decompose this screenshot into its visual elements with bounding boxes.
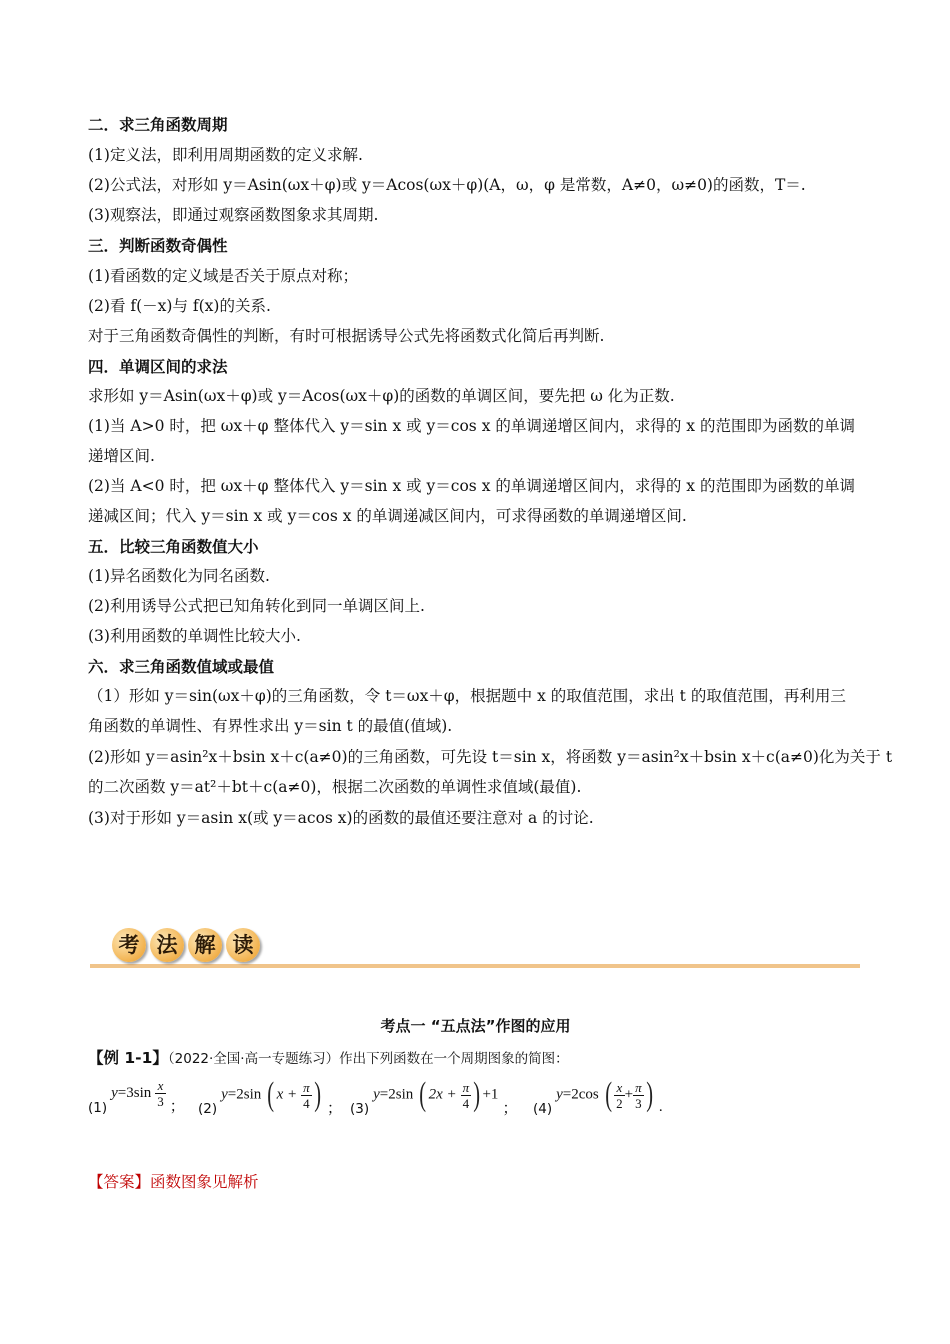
text-line [88,175,868,195]
left-paren: ( [605,1076,612,1113]
formula-func: =2sin [227,1086,262,1103]
formula-plus: + [624,1086,634,1103]
text-line: (2)当 A<0 时，把 ωx＋φ 整体代入 y＝sin x 或 y＝cos x 的单调递增区间内，求得的 x 的范围即为函数的单调 [88,477,855,495]
formula-separator: . [658,1098,663,1115]
text-line: (1)异名函数化为同名函数. [88,567,270,585]
formula-separator: ； [502,1100,518,1117]
fraction-numerator: π [303,1079,310,1095]
formula-item-1 [88,1078,185,1130]
example-source: （2022·全国·高一专题练习）作出下列函数在一个周期图象的简图： [167,1051,569,1067]
banner-char: 考 [112,928,146,962]
example-heading [88,1048,868,1069]
text-fragment: (2)公式法，对形如 [88,176,224,194]
fraction [301,1080,312,1111]
section-title-period: 二．求三角函数周期 [88,116,228,134]
left-paren: ( [419,1076,427,1113]
formula-func: =2sin [379,1086,414,1103]
text-line: (3)对于形如 y＝asin x(或 y＝acos x)的函数的最值还要注意对 a 的讨论. [88,809,594,827]
formula-number: (4) [533,1101,553,1117]
text-line: 求形如 y＝Asin(ωx＋φ)或 y＝Acos(ωx＋φ)的函数的单调区间，要先把 ω 化为正数. [88,387,675,405]
text-fragment: y＝Asin(ωx＋φ)或 y＝Acos(ωx＋φ)(A，ω，φ 是常数，A≠0，ω≠0)的函数，T＝. [223,176,806,194]
banner-char: 读 [226,928,260,962]
fraction [155,1078,166,1109]
text-line: 递减区间；代入 y＝sin x 或 y＝cos x 的单调递减区间内，可求得函数的单调递增区间. [88,507,687,525]
text-line: 对于三角函数奇偶性的判断，有时可根据诱导公式先将函数式化简后再判断. [88,327,605,345]
fraction [461,1080,472,1111]
example-label: 【例 1-1】 [88,1049,168,1067]
section-title-monotonic: 四．单调区间的求法 [88,358,228,376]
section-title-compare: 五．比较三角函数值大小 [88,538,259,556]
banner-char: 法 [150,928,184,962]
text-line: 角函数的单调性、有界性求出 y＝sin t 的最值(值域). [88,717,453,735]
formula-lhs: y [556,1086,563,1103]
fraction-denominator: 4 [462,1095,470,1111]
formula-row [88,1078,868,1130]
text-line: (1)定义法，即利用周期函数的定义求解. [88,146,363,164]
formula-func: =2cos [562,1086,599,1103]
formula-lhs: y [373,1086,380,1103]
fraction [633,1080,644,1111]
text-line: (1)当 A>0 时，把 ωx＋φ 整体代入 y＝sin x 或 y＝cos x 的单调递增区间内，求得的 x 的范围即为函数的单调 [88,417,855,435]
text-line: 的二次函数 y＝at²＋bt＋c(a≠0)，根据二次函数的单调性求值域(最值). [88,778,582,796]
formula-separator: ； [326,1100,342,1117]
left-paren: ( [267,1076,275,1113]
text-line: (3)利用函数的单调性比较大小. [88,627,301,645]
fraction-denominator: 3 [635,1095,642,1111]
formula-item-3 [350,1078,517,1130]
text-line: (2)利用诱导公式把已知角转化到同一单调区间上. [88,597,425,615]
formula-item-2 [198,1078,342,1130]
banner-underline [90,964,860,968]
kaodian-title: 考点一 “五点法”作图的应用 [380,1017,571,1035]
text-line: 递增区间. [88,447,155,465]
fraction-denominator: 2 [616,1095,623,1111]
banner-char: 解 [188,928,222,962]
text-line: (1)看函数的定义域是否关于原点对称； [88,267,358,285]
formula-func: =3sin [117,1085,152,1101]
section-banner [90,928,860,972]
formula-inner: x + [276,1086,298,1103]
formula-item-4 [533,1078,663,1130]
fraction-numerator: x [155,1078,166,1094]
right-paren: ) [473,1076,481,1113]
formula-number: (1) [88,1099,108,1116]
text-line: (3)观察法，即通过观察函数图象求其周期. [88,206,379,224]
fraction-numerator: π [462,1079,470,1095]
fraction-numerator: π [635,1079,642,1095]
formula-number: (3) [350,1101,370,1117]
section-title-range: 六．求三角函数值域或最值 [88,658,275,676]
formula-inner: 2x + [428,1086,457,1103]
text-line: (2)形如 y＝asin²x＋bsin x＋c(a≠0)的三角函数，可先设 t＝sin x，将函数 y＝asin²x＋bsin x＋c(a≠0)化为关于 t [88,748,893,766]
fraction [614,1080,625,1111]
fraction-numerator: x [614,1080,625,1096]
formula-separator: ； [169,1099,185,1115]
fraction-denominator: 3 [157,1094,164,1109]
right-paren: ) [645,1076,653,1113]
right-paren: ) [313,1076,321,1113]
formula-number: (2) [198,1101,218,1117]
answer-text: 【答案】函数图象见解析 [88,1173,259,1191]
formula-lhs: y [221,1086,228,1103]
formula-tail: +1 [482,1086,499,1103]
text-line: （1）形如 y＝sin(ωx＋φ)的三角函数，令 t＝ωx＋φ，根据题中 x 的取值范围，求出 t 的取值范围，再利用三 [88,687,846,705]
text-line: (2)看 f(－x)与 f(x)的关系. [88,297,271,315]
formula-lhs: y [111,1085,118,1101]
section-title-parity: 三．判断函数奇偶性 [88,237,228,255]
fraction-denominator: 4 [303,1095,310,1111]
